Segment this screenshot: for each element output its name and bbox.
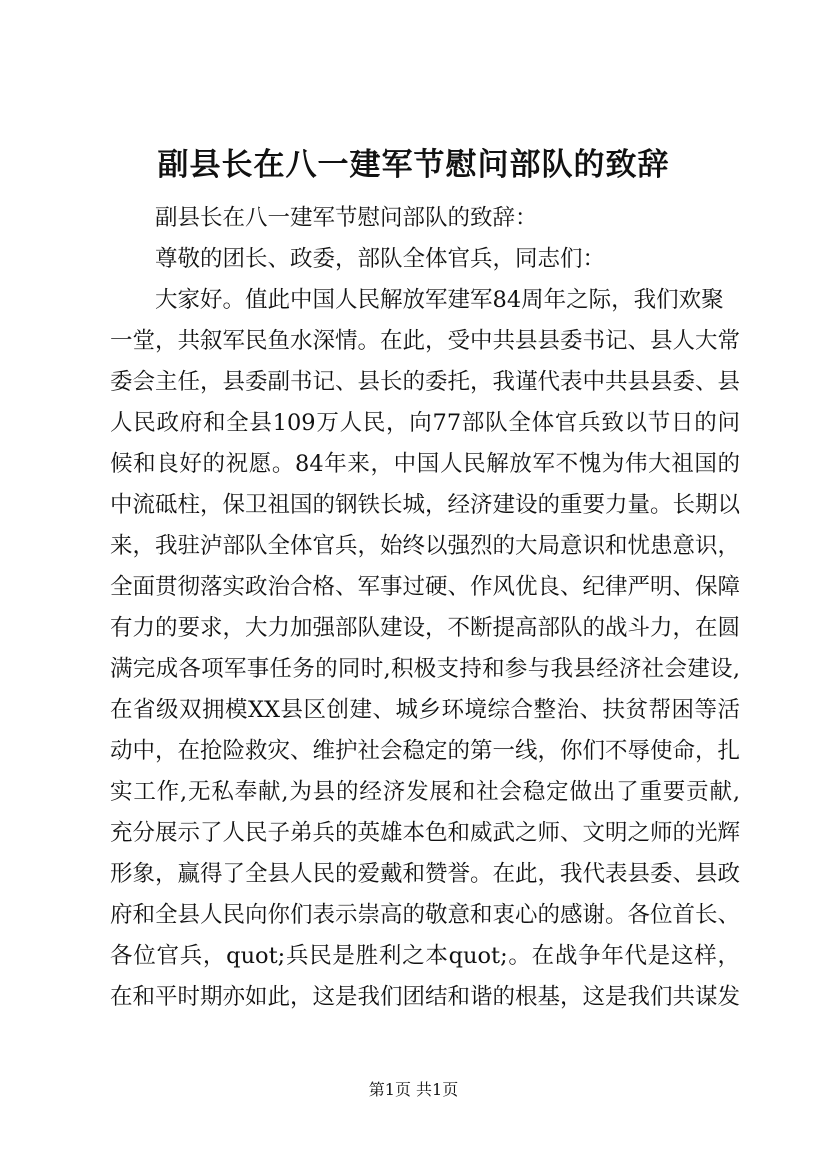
paragraph-line: 府和全县人民向你们表示崇高的敬意和衷心的感谢。各位首长、 bbox=[110, 902, 741, 928]
salutation-line: 副县长在八一建军节慰问部队的致辞： bbox=[155, 205, 538, 231]
paragraph-line: 中流砥柱，保卫祖国的钢铁长城，经济建设的重要力量。长期以 bbox=[110, 492, 741, 518]
paragraph-line: 大家好。值此中国人民解放军建军84周年之际，我们欢聚 bbox=[155, 287, 724, 313]
paragraph-line: 各位官兵，quot;兵民是胜利之本quot;。在战争年代是这样， bbox=[110, 943, 740, 969]
paragraph-line: 满完成各项军事任务的同时,积极支持和参与我县经济社会建设, bbox=[110, 656, 740, 682]
document-body bbox=[110, 198, 740, 1018]
paragraph-line: 充分展示了人民子弟兵的英雄本色和威武之师、文明之师的光辉 bbox=[110, 820, 741, 846]
paragraph-line: 委会主任，县委副书记、县长的委托，我谨代表中共县县委、县 bbox=[110, 369, 741, 395]
paragraph-line: 候和良好的祝愿。84年来，中国人民解放军不愧为伟大祖国的 bbox=[110, 451, 740, 477]
page-footer: 第1页 共1页 bbox=[368, 1080, 459, 1099]
paragraph-line: 动中，在抢险救灾、维护社会稳定的第一线，你们不辱使命，扎 bbox=[110, 738, 741, 764]
paragraph-line: 来，我驻泸部队全体官兵，始终以强烈的大局意识和忧患意识， bbox=[110, 533, 741, 559]
paragraph-line: 人民政府和全县109万人民，向77部队全体官兵致以节日的问 bbox=[110, 410, 740, 436]
paragraph-line: 一堂，共叙军民鱼水深情。在此，受中共县县委书记、县人大常 bbox=[110, 328, 741, 354]
paragraph-line: 在省级双拥模XX县区创建、城乡环境综合整治、扶贫帮困等活 bbox=[110, 697, 740, 723]
paragraph-line: 实工作,无私奉献,为县的经济发展和社会稳定做出了重要贡献, bbox=[110, 779, 740, 805]
paragraph-line: 全面贯彻落实政治合格、军事过硬、作风优良、纪律严明、保障 bbox=[110, 574, 741, 600]
paragraph-line: 形象，赢得了全县人民的爱戴和赞誉。在此，我代表县委、县政 bbox=[110, 861, 741, 887]
paragraph-line: 在和平时期亦如此，这是我们团结和谐的根基，这是我们共谋发 bbox=[110, 984, 741, 1010]
greeting-line: 尊敬的团长、政委，部队全体官兵，同志们： bbox=[155, 246, 606, 272]
paragraph-line: 有力的要求，大力加强部队建设，不断提高部队的战斗力，在圆 bbox=[110, 615, 741, 641]
document-title: 副县长在八一建军节慰问部队的致辞 bbox=[157, 147, 670, 183]
